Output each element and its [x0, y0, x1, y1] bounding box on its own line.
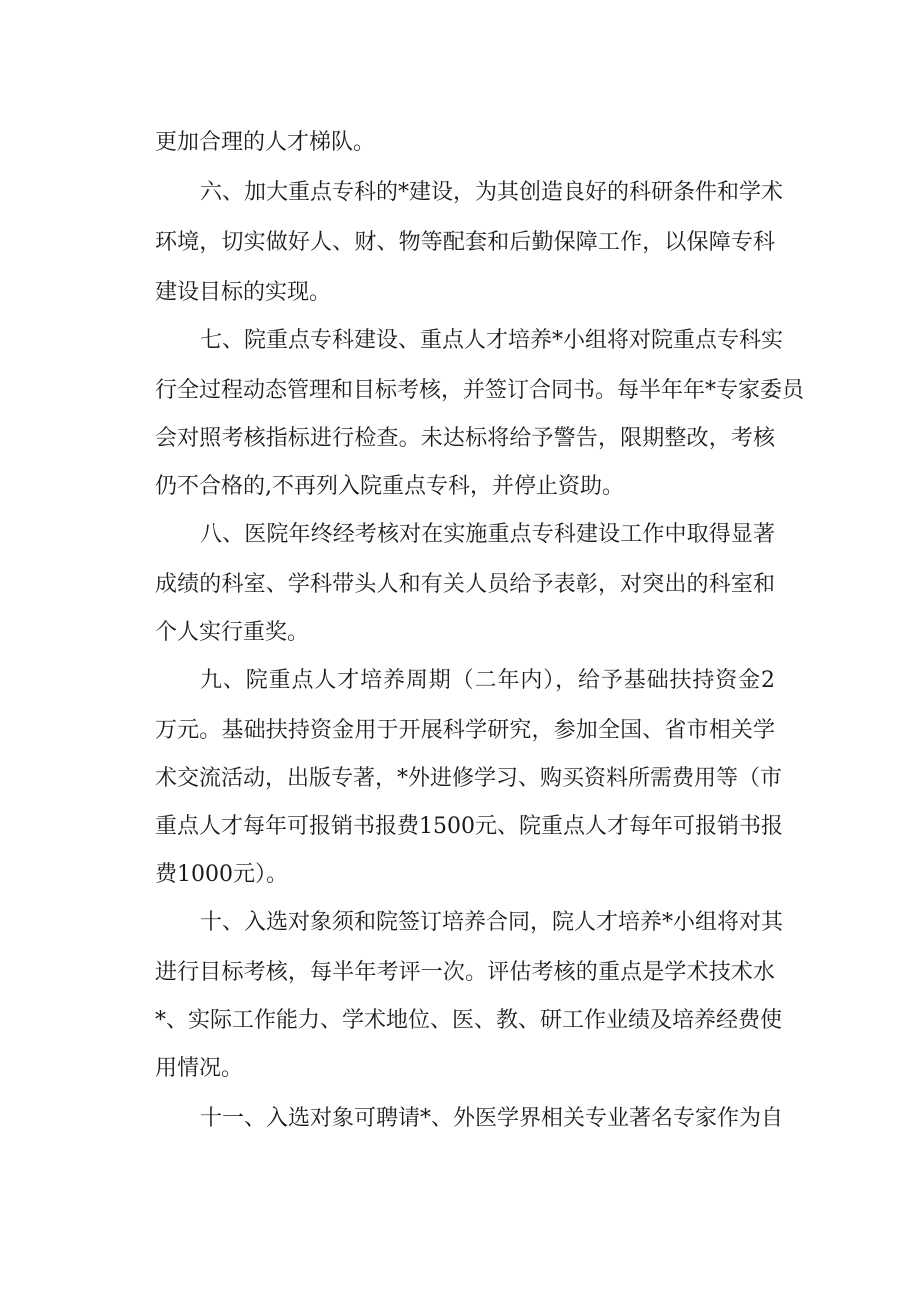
paragraph-line: 费1000元）。	[155, 862, 288, 887]
paragraph-line: 十、入选对象须和院签订培养合同，院人才培养*小组将对其	[200, 910, 784, 935]
paragraph-line: 十一、入选对象可聘请*、外医学界相关专业著名专家作为自	[200, 1106, 784, 1131]
paragraph-line: 建设目标的实现。	[155, 280, 332, 305]
paragraph-line: 八、医院年终经考核对在实施重点专科建设工作中取得显著	[200, 522, 775, 547]
paragraph-line: 六、加大重点专科的*建设，为其创造良好的科研条件和学术	[200, 180, 784, 205]
paragraph-line: 会对照考核指标进行检查。未达标将给予警告，限期整改，考核	[155, 426, 775, 451]
paragraph-line: *、实际工作能力、学术地位、医、教、研工作业绩及培养经费使	[155, 1008, 783, 1033]
paragraph-line: 环境，切实做好人、财、物等配套和后勤保障工作，以保障专科	[155, 230, 775, 255]
paragraph-line: 进行目标考核，每半年考评一次。评估考核的重点是学术技术水	[155, 960, 775, 985]
paragraph-line: 九、院重点人才培养周期（二年内），给予基础扶持资金2	[200, 668, 775, 693]
paragraph-line: 用情况。	[155, 1056, 244, 1081]
paragraph-line: 万元。基础扶持资金用于开展科学研究，参加全国、省市相关学	[155, 718, 775, 743]
paragraph-line: 行全过程动态管理和目标考核，并签订合同书。每半年年*专家委员	[155, 378, 805, 403]
paragraph-line: 七、院重点专科建设、重点人才培养*小组将对院重点专科实	[200, 328, 784, 353]
paragraph-line: 成绩的科室、学科带头人和有关人员给予表彰，对突出的科室和	[155, 572, 775, 597]
paragraph-line: 术交流活动，出版专著，*外进修学习、购买资料所需费用等（市	[155, 766, 783, 791]
paragraph-line: 重点人才每年可报销书报费1500元、院重点人才每年可报销书报	[155, 814, 783, 839]
paragraph-line: 更加合理的人才梯队。	[155, 130, 376, 155]
paragraph-line: 个人实行重奖。	[155, 620, 310, 645]
paragraph-line: 仍不合格的,不再列入院重点专科，并停止资助。	[155, 474, 624, 499]
